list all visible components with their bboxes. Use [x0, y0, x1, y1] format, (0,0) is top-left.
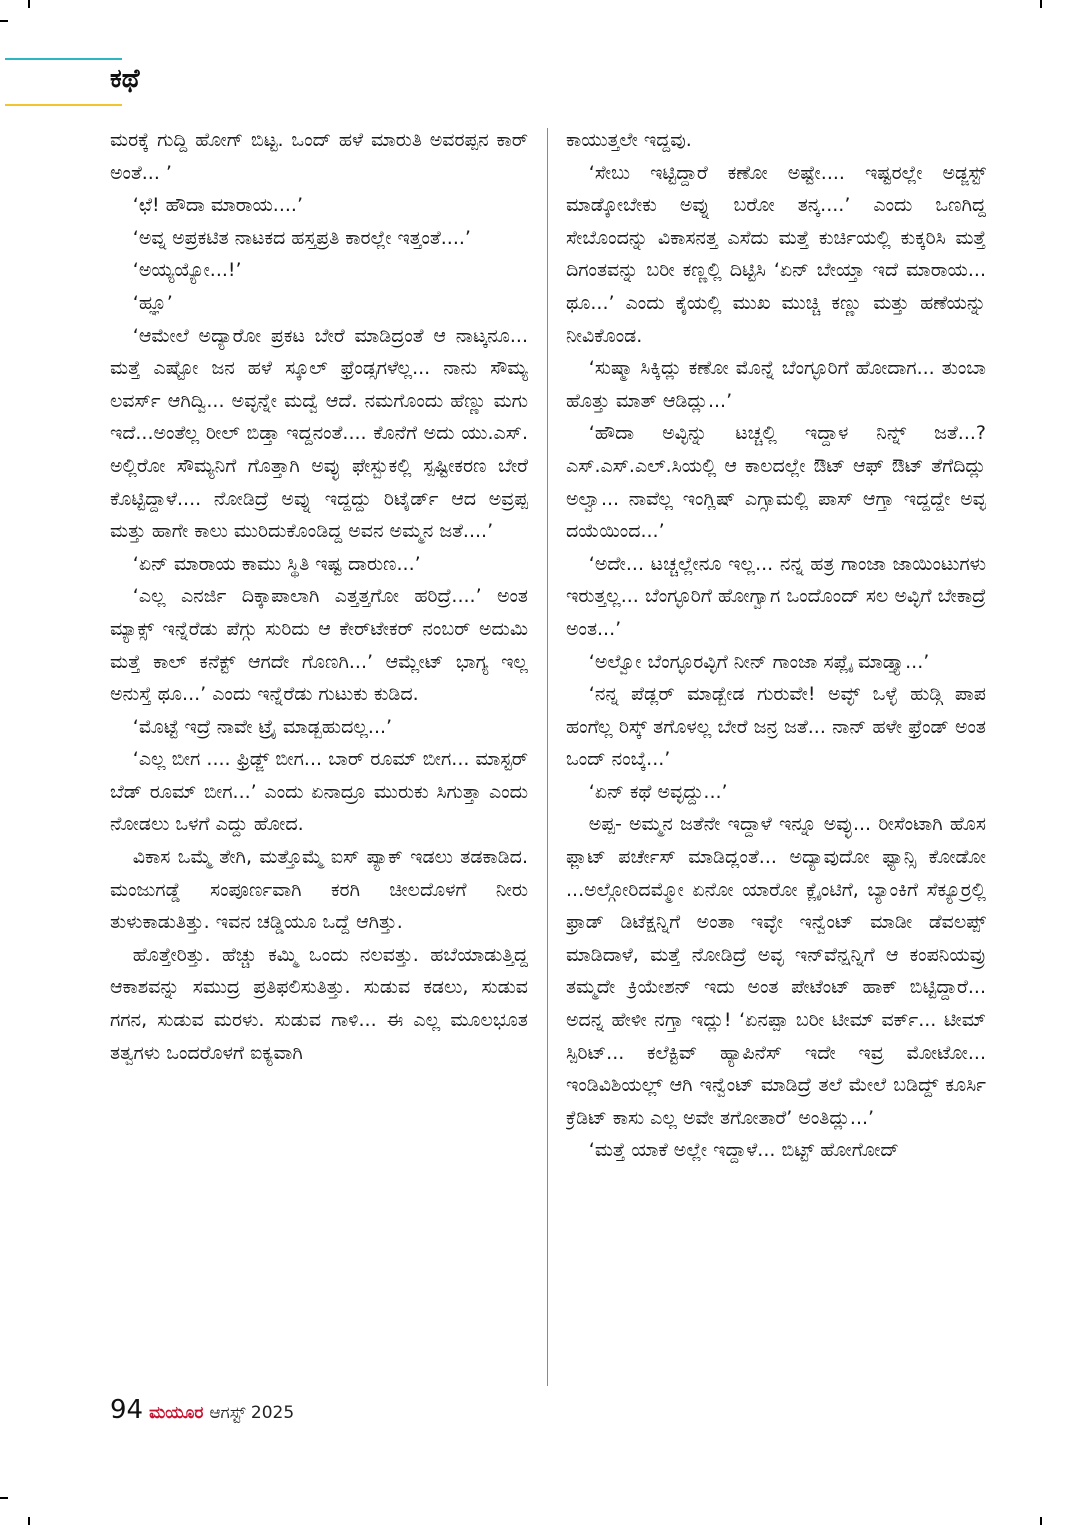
- paragraph: ‘ಅವ್ನ ಅಪ್ರಕಟಿತ ನಾಟಕದ ಹಸ್ತಪ್ರತಿ ಕಾರಲ್ಲೇ ಇತ್ತಂತೆ....’: [132, 226, 471, 249]
- crop-mark: [1040, 0, 1042, 8]
- paragraph: ಕಾಯುತ್ತಲೇ ಇದ್ದವು.: [566, 129, 692, 151]
- paragraph: ‘ಹೌದಾ ಅವ್ಳಿನ್ನು ಟಚ್ಚಲ್ಲಿ ಇದ್ದಾಳ ನಿನ್ನ್ ಜತೆ...? ಎಸ್.ಎಸ್.ಎಲ್.ಸಿಯಲ್ಲಿ ಆ ಕಾಲದಲ್ಲೇ ಔಟ್ ಆಫ್ ಔಟ್ ತೆಗೆದಿದ್ಲು ಅಲ್ವಾ... ನಾವೆಲ್ಲ ಇಂಗ್ಲಿಷ್ ಎಗ್ಸಾಮಲ್ಲಿ ಪಾಸ್ ಆಗ್ತಾ ಇದ್ದದ್ದೇ ಅವ್ಳ ದಯೆಯಿಂದ...’: [566, 422, 986, 543]
- paragraph: ಹೊತ್ತೇರಿತ್ತು. ಹೆಚ್ಚು ಕಮ್ಮಿ ಒಂದು ನಲವತ್ತು. ಹಬೆಯಾಡುತ್ತಿದ್ದ ಆಕಾಶವನ್ನು ಸಮುದ್ರ ಪ್ರತಿಫಲಿಸುತಿತ್ತು. ಸುಡುವ ಕಡಲು, ಸುಡುವ ಗಗನ, ಸುಡುವ ಮರಳು. ಸುಡುವ ಗಾಳಿ... ಈ ಎಲ್ಲ ಮೂಲಭೂತ ತತ್ವಗಳು ಒಂದರೊಳಗೆ ಐಕ್ಯವಾಗಿ: [110, 943, 528, 1064]
- paragraph: ‘ಹ್ಞೂ’: [132, 291, 173, 314]
- paragraph: ಮರಕ್ಕೆ ಗುದ್ದಿ ಹೋಗ್ ಬಿಟ್ಟ. ಒಂದ್ ಹಳೆ ಮಾರುತಿ ಅವರಪ್ಪನ ಕಾರ್ ಅಂತೆ... ’: [110, 129, 528, 184]
- right-column: [566, 124, 986, 1389]
- crop-mark: [28, 0, 30, 8]
- paragraph: ‘ಸೇಬು ಇಟ್ಟಿದ್ದಾರೆ ಕಣೋ ಅಷ್ಟೇ.... ಇಷ್ಟರಲ್ಲೇ ಅಡ್ಜಸ್ಟ್ ಮಾಡ್ಕೋಬೇಕು ಅವ್ನು ಬರೋ ತನ್ಕ....’ ಎಂದು ಒಣಗಿದ್ದ ಸೇಬೊಂದನ್ನು ವಿಕಾಸನತ್ತ ಎಸೆದು ಮತ್ತೆ ಕುರ್ಚಿಯಲ್ಲಿ ಕುಕ್ಕರಿಸಿ ಮತ್ತೆ ದಿಗಂತವನ್ನು ಬರೀ ಕಣ್ಣಲ್ಲಿ ದಿಟ್ಟಿಸಿ ‘ಏನ್ ಬೇಯ್ತಾ ಇದೆ ಮಾರಾಯ... ಥೂ...’ ಎಂದು ಕೈಯಲ್ಲಿ ಮುಖ ಮುಚ್ಚಿ ಕಣ್ಣು ಮತ್ತು ಹಣೆಯನ್ನು ನೀವಿಕೊಂಡ.: [566, 161, 986, 347]
- header-rule-teal: [5, 58, 122, 60]
- page-number: 94: [110, 1395, 144, 1425]
- paragraph: ‘ಎಲ್ಲ ಎನರ್ಜಿ ದಿಕ್ಕಾಪಾಲಾಗಿ ಎತ್ತತ್ತಗೋ ಹರಿದ್ರೆ....’ ಅಂತ ಮ್ಯಾಕ್ಸ್ ಇನ್ನೆರೆಡು ಪೆಗ್ಗು ಸುರಿದು ಆ ಕೇರ್‌ಟೇಕರ್ ನಂಬರ್ ಅದುಮಿ ಮತ್ತೆ ಕಾಲ್ ಕನೆಕ್ಟ್ ಆಗದೇ ಗೊಣಗಿ...’ ಆಮ್ಲೇಟ್ ಭಾಗ್ಯ ಇಲ್ಲ ಅನುಸ್ತೆ ಥೂ...’ ಎಂದು ಇನ್ನೆರೆಡು ಗುಟುಕು ಕುಡಿದ.: [110, 585, 528, 706]
- issue-date: ಆಗಸ್ಟ್ 2025: [209, 1403, 295, 1423]
- paragraph: ಅಪ್ಪ- ಅಮ್ಮನ ಜತೆನೇ ಇದ್ದಾಳೆ ಇನ್ನೂ ಅವ್ಳು... ರೀಸೆಂಟಾಗಿ ಹೊಸ ಫ್ಲಾಟ್ ಪರ್ಚೇಸ್ ಮಾಡಿದ್ಲಂತೆ... ಅದ್ಯಾವುದೋ ಫ್ಯಾನ್ಸಿ ಕೋಡೋ ...ಅಲ್ಗೋರಿದಮ್ಮೋ ಏನೋ ಯಾರೋ ಕ್ಲೈಂಟಿಗೆ, ಬ್ಯಾಂಕಿಗೆ ಸೆಕ್ಯೂರ್ರಲ್ಲಿ ಫ್ರಾಡ್ ಡಿಟೆಕ್ಷನ್ನಿಗೆ ಅಂತಾ ಇವ್ಳೇ ಇನ್ವೆಂಟ್ ಮಾಡೀ ಡೆವಲಪ್ಪ್ ಮಾಡಿದಾಳೆ, ಮತ್ತೆ ನೋಡಿದ್ರೆ ಅವ್ಳ ಇನ್‌ವೆನ್ಷನ್ನಿಗೆ ಆ ಕಂಪನಿಯವ್ರು ತಮ್ಮದೇ ಕ್ರಿಯೇಶನ್ ಇದು ಅಂತ ಪೇಟೆಂಟ್ ಹಾಕ್ ಬಿಟ್ಟಿದ್ದಾರೆ... ಅದನ್ನ ಹೇಳೀ ನಗ್ತಾ ಇದ್ಲು! ‘ಏನಪ್ಪಾ ಬರೀ ಟೀಮ್ ವರ್ಕ್... ಟೀಮ್ ಸ್ಪಿರಿಟ್... ಕಲೆಕ್ಟಿವ್ ಹ್ಯಾಪಿನೆಸ್ ಇದೇ ಇವ್ರ ಮೋಟೋ... ಇಂಡಿವಿಶಿಯಲ್ಲ್ ಆಗಿ ಇನ್ವೆಂಟ್ ಮಾಡಿದ್ರೆ ತಲೆ ಮೇಲೆ ಬಡಿದ್ದ್ ಕೂರ್ಸಿ ಕ್ರೆಡಿಟ್ ಕಾಸು ಎಲ್ಲ ಅವೇ ತಗೋತಾರೆ’ ಅಂತಿದ್ಲು...’: [566, 813, 986, 1129]
- paragraph: ವಿಕಾಸ ಒಮ್ಮೆ ತೇಗಿ, ಮತ್ತೊಮ್ಮೆ ಐಸ್ ಪ್ಯಾಕ್ ಇಡಲು ತಡಕಾಡಿದ. ಮಂಜುಗಡ್ಡೆ ಸಂಪೂರ್ಣವಾಗಿ ಕರಗಿ ಚೀಲದೊಳಗೆ ನೀರು ತುಳುಕಾಡುತಿತ್ತು. ಇವನ ಚಡ್ಡಿಯೂ ಒದ್ದೆ ಆಗಿತ್ತು.: [110, 846, 528, 934]
- paragraph: ‘ನನ್ನ ಪೆಡ್ಲರ್ ಮಾಡ್ಬೇಡ ಗುರುವೇ! ಅವ್ಳ್ ಒಳ್ಳೆ ಹುಡ್ಗಿ ಪಾಪ ಹಂಗೆಲ್ಲ ರಿಸ್ಕ್ ತಗೊಳಲ್ಲ ಬೇರೆ ಜನ್ರ ಜತೆ... ನಾನ್ ಹಳೇ ಫ್ರೆಂಡ್ ಅಂತ ಒಂದ್ ನಂಬ್ಕೆ...’: [566, 683, 986, 771]
- paragraph: ‘ಛೆ! ಹೌದಾ ಮಾರಾಯ....’: [132, 194, 303, 217]
- crop-mark: [28, 1517, 30, 1525]
- paragraph: ‘ಮತ್ತೆ ಯಾಕೆ ಅಲ್ಲೇ ಇದ್ದಾಳೆ... ಬಿಟ್ಟ್ ಹೋಗೋದ್: [588, 1139, 899, 1162]
- section-label: ಕಥೆ: [110, 64, 140, 94]
- header-rule-yellow: [5, 104, 122, 106]
- crop-mark: [0, 1497, 8, 1499]
- magazine-name: ಮಯೂರ: [149, 1403, 204, 1423]
- paragraph: ‘ಅಯ್ಯಯ್ಯೋ...!’: [132, 259, 242, 282]
- left-column: [110, 124, 528, 1389]
- paragraph: ‘ಆಮೇಲೆ ಅದ್ಯಾರೋ ಪ್ರಕಟ ಬೇರೆ ಮಾಡಿದ್ರಂತೆ ಆ ನಾಟ್ಕನೂ... ಮತ್ತೆ ಎಷ್ಟೋ ಜನ ಹಳೆ ಸ್ಕೂಲ್ ಫ್ರೆಂಡ್ಸಗಳೆಲ್ಲ... ನಾನು ಸೌಮ್ಯ ಲವರ್ಸ್ ಆಗಿದ್ವಿ... ಅವ್ಳನ್ನೇ ಮದ್ವೆ ಆದೆ. ನಮಗೊಂದು ಹೆಣ್ಣು ಮಗು ಇದೆ...ಅಂತೆಲ್ಲ ರೀಲ್ ಬಿಡ್ತಾ ಇದ್ದನಂತೆ.... ಕೊನೆಗೆ ಅದು ಯು.ಎಸ್. ಅಲ್ಲಿರೋ ಸೌಮ್ಯನಿಗೆ ಗೊತ್ತಾಗಿ ಅವ್ಳು ಫೇಸ್ಬುಕಲ್ಲಿ ಸ್ಪಷ್ಟೀಕರಣ ಬೇರೆ ಕೊಟ್ಟಿದ್ದಾಳೆ.... ನೋಡಿದ್ರೆ ಅವ್ನು ಇದ್ದದ್ದು ರಿಟೈರ್ಡ್ ಆದ ಅವ್ರಪ್ಪ ಮತ್ತು ಹಾಗೇ ಕಾಲು ಮುರಿದುಕೊಂಡಿದ್ದ ಅವನ ಅಮ್ಮನ ಜತೆ....’: [110, 324, 528, 543]
- paragraph: ‘ಮೊಟ್ಟೆ ಇದ್ರೆ ನಾವೇ ಟ್ರೈ ಮಾಡ್ಬಹುದಲ್ಲ...’: [132, 715, 393, 738]
- crop-mark: [1040, 1517, 1042, 1525]
- crop-mark: [0, 20, 8, 22]
- paragraph: ‘ಏನ್ ಮಾರಾಯ ಕಾಮು ಸ್ಥಿತಿ ಇಷ್ಟ ದಾರುಣ...’: [132, 552, 421, 575]
- column-divider: [547, 128, 548, 1386]
- paragraph: ‘ಅದೇ... ಟಚ್ಚಲ್ಲೇನೂ ಇಲ್ಲ... ನನ್ನ ಹತ್ರ ಗಾಂಜಾ ಜಾಯಿಂಟುಗಳು ಇರುತ್ತಲ್ಲ... ಬೆಂಗ್ಳೂರಿಗೆ ಹೋಗ್ವಾಗ ಒಂದೊಂದ್ ಸಲ ಅವ್ಳಿಗೆ ಬೇಕಾದ್ರೆ ಅಂತ...’: [566, 552, 986, 640]
- page-footer: [110, 1395, 294, 1425]
- paragraph: ‘ಏನ್ ಕಥೆ ಅವ್ಳದ್ದು...’: [588, 780, 728, 803]
- paragraph: ‘ಅಲ್ವೋ ಬೆಂಗ್ಳೂರವ್ಳಿಗೆ ನೀನ್ ಗಾಂಜಾ ಸಪ್ಲೈ ಮಾಡ್ತ್ಯಾ...’: [588, 650, 930, 673]
- paragraph: ‘ಎಲ್ಲ ಬೀಗ .... ಫ್ರಿಡ್ಜ್ ಬೀಗ... ಬಾರ್ ರೂಮ್ ಬೀಗ... ಮಾಸ್ಟರ್ ಬೆಡ್ ರೂಮ್ ಬೀಗ...’ ಎಂದು ಏನಾದ್ರೂ ಮುರುಕು ಸಿಗುತ್ತಾ ಎಂದು ನೋಡಲು ಒಳಗೆ ಎದ್ದು ಹೋದ.: [110, 748, 528, 836]
- paragraph: ‘ಸುಷ್ಮಾ ಸಿಕ್ಕಿದ್ಲು ಕಣೋ ಮೊನ್ನೆ ಬೆಂಗ್ಳೂರಿಗೆ ಹೋದಾಗ... ತುಂಬಾ ಹೊತ್ತು ಮಾತ್ ಆಡಿದ್ಲು...’: [566, 357, 986, 412]
